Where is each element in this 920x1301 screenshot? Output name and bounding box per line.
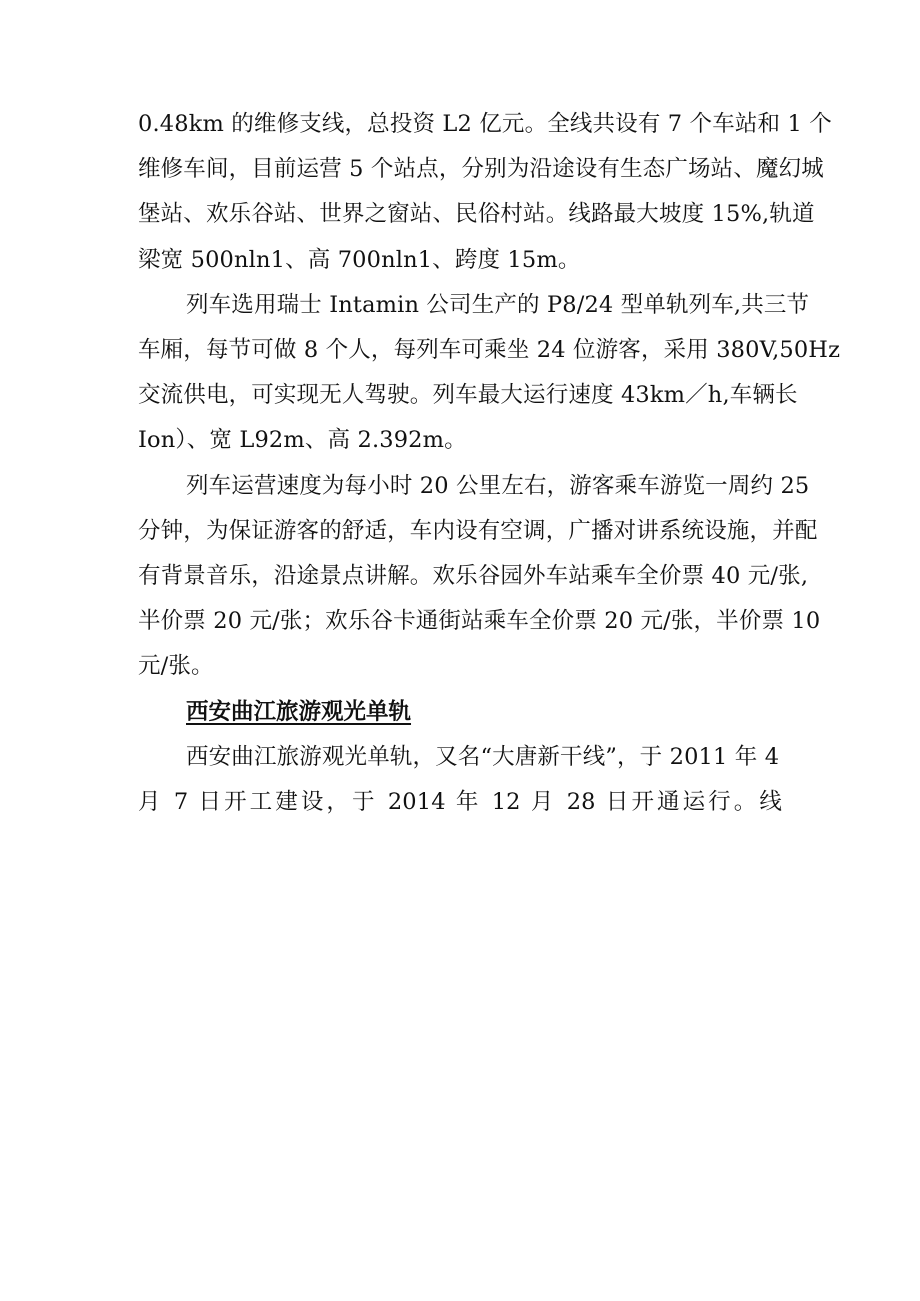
document-body <box>138 102 841 825</box>
text-line: 元/张。 <box>138 653 214 680</box>
text-line: 西安曲江旅游观光单轨，又名“大唐新干线”，于 2011 年 4 <box>186 743 780 770</box>
text-line: 车厢，每节可做 8 个人，每列车可乘坐 24 位游客，采用 380V,50Hz <box>138 337 841 364</box>
paragraph-xian-monorail <box>138 735 782 825</box>
text-line-justified: 月 7 日开工建设，于 2014 年 12 月 28 日开通运行。线 <box>138 789 782 816</box>
text-line: 堡站、欢乐谷站、世界之窗站、民俗村站。线路最大坡度 15%,轨道 <box>138 201 815 228</box>
paragraph-operation-fares <box>138 464 821 690</box>
text-line: 维修车间，目前运营 5 个站点，分别为沿途设有生态广场站、魔幻城 <box>138 156 824 183</box>
text-line: 半价票 20 元/张；欢乐谷卡通街站乘车全价票 20 元/张，半价票 10 <box>138 608 821 635</box>
text-line: 分钟，为保证游客的舒适，车内设有空调，广播对讲系统设施，并配 <box>138 517 818 544</box>
paragraph-shenzhen-line-stations <box>138 102 832 283</box>
text-line: 有背景音乐，沿途景点讲解。欢乐谷园外车站乘车全价票 40 元/张, <box>138 563 809 590</box>
text-line: 列车选用瑞士 Intamin 公司生产的 P8/24 型单轨列车,共三节 <box>186 291 810 318</box>
text-line: 0.48km 的维修支线，总投资 L2 亿元。全线共设有 7 个车站和 1 个 <box>138 111 832 137</box>
text-line: 梁宽 500nln1、高 700nln1、跨度 15m。 <box>138 246 581 273</box>
text-line: 交流供电，可实现无人驾驶。列车最大运行速度 43km／h,车辆长 <box>138 382 798 409</box>
paragraph-train-specs <box>138 283 841 464</box>
section-heading <box>138 690 782 735</box>
text-line: 列车运营速度为每小时 20 公里左右，游客乘车游览一周约 25 <box>186 472 810 499</box>
text-line: Ion）、宽 L92m、高 2.392m。 <box>138 427 467 454</box>
section-heading-text: 西安曲江旅游观光单轨 <box>186 698 412 725</box>
